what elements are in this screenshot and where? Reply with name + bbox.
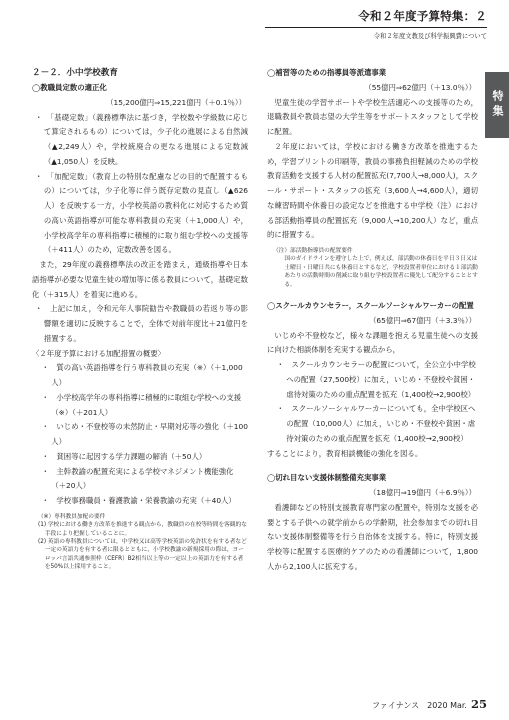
measures-heading: 〈２年度予算における加配措置の概要〉: [32, 348, 166, 358]
list-item: ・ いじめ・不登校等の未然防止・早期対応等の強化（＋100人）: [41, 422, 248, 446]
paragraph: することにより，教育相談機能の強化を図る。: [267, 448, 423, 458]
subsection-heading: ◯教職員定数の適正化: [32, 83, 107, 92]
budget-amount: （15,200億円⇒15,221億円（＋0.1％））: [106, 97, 246, 107]
notes-block: [38, 513, 248, 572]
note-body: 国のガイドラインを遵守した上で，例えば，部活動の休養日を平日３日又は土曜日・日曜日共にも休養日とするなど，学校設置者単位における１部活動あたりの活動時間の削減に取り組む学校設置者に優先して配分することとする。: [284, 256, 478, 288]
bullet-basic-quota: ・ 「基礎定数」（義務標準法に基づき，学校数や学級数に応じて算定されるもの）については，少子化の進展による自然減（▲2,249人）や，学校統廃合の更なる進展による定数減（▲1,050人）を反映。: [34, 112, 248, 166]
section-heading: ◯補習等のための指導員等派遣事業: [267, 68, 387, 77]
bullet-additional-quota: ・ 「加配定数」（教育上の特別な配慮などの目的で配置するもの）については，少子化等に伴う既存定数の見直し（▲626人）を反映する一方，小学校英語の教科化に対応するため質の高い英語指導が可能な専科教員の充実（＋1,000人）や，小学校高学年の専科指導に積極的に取り組む学校への支援等（＋411人）のため，定数改善を図る。: [34, 171, 248, 255]
paragraph-standard-law: また，29年度の義務標準法の改正を踏まえ，通級指導や日本語指導が必要な児童生徒の増加等に係る教員について，基礎定数化（＋315人）を着実に進める。: [32, 260, 248, 299]
list-item: ・ スクールカウンセラーの配置について，全公立小中学校への配置（27,500校）に加え，いじめ・不登校や貧困・虐待対策のための重点配置を拡充（1,400校→2,900校）: [276, 360, 476, 399]
budget-amount: （55億円⇒62億円（＋13.0％））: [364, 82, 476, 92]
header-title: 令和２年度予算特集：２: [358, 9, 487, 23]
note-item: (1) 学校における働き方改革を推進する観点から，教職員の在校等時間を客観的な手段により把握していることに。: [38, 522, 247, 537]
paragraph: いじめや不登校など，様々な課題を抱える児童生徒への支援に向けた相談体制を充実する観点から，: [267, 330, 478, 355]
footer: [372, 697, 487, 711]
list-item: ・ 貧困等に起因する学力課題の解消（＋50人）: [41, 451, 207, 461]
list-item: ・ 小学校高学年の専科指導に積極的に取組む学校への支援（※）（＋201人）: [41, 392, 242, 417]
page-number: 25: [470, 697, 487, 711]
note-title: （※）専科教員加配の要件: [38, 513, 106, 520]
side-tab: 特集: [485, 72, 509, 138]
paragraph: 看護師などの特別支援教育専門家の配置や，特別な支援を必要とする子供への就学前からの学齢期，社会参加までの切れ目ない支援体制整備等を行う自治体を支援する。特に，特別支援学校等に配置する医療的ケアのための看護師について，1,800人から2,100人に拡充する。: [267, 502, 478, 571]
list-item: ・ 学校事務職員・養護教諭・栄養教諭の充実（＋40人）: [41, 496, 236, 505]
section-heading: ◯切れ目ない支援体制整備充実事業: [267, 473, 387, 483]
right-column: [267, 66, 478, 575]
budget-amount: （18億円⇒19億円（＋6.9％））: [369, 488, 476, 498]
header-subtitle: 令和２年度文教及び科学振興費について: [373, 33, 487, 40]
list-item: ・ スクールソーシャルワーカーについても，全中学校区への配置（10,000人）に加え，いじめ・不登校や貧困・虐待対策のための重点配置を拡充（1,400校→2,900校）: [276, 404, 476, 443]
list-item: ・ 主幹教諭の配置充実による学校マネジメント機能強化（＋20人）: [41, 466, 234, 491]
section-heading: ◯スクールカウンセラー，スクールソーシャルワーカーの配置: [267, 301, 474, 311]
budget-amount: （65億円⇒67億円（＋3.3％））: [369, 315, 476, 325]
note-item: (2) 英語の専科教員については，中学校又は高等学校英語の免許状を有する者など一定の英語力を有する者に限るとともに，小学校教諭の新規採用の際は，ヨーロッパ言語共通参照枠（CEFR）B2相当以上等の一定以上の英語力を有する者を50%以上採用すること。: [38, 538, 247, 571]
list-item: ・ 質の高い英語指導を行う専科教員の充実（※）（＋1,000人）: [41, 363, 243, 387]
paragraph: 児童生徒の学習サポートや学校生活適応への支援等のため，退職教員や教員志望の大学生等をサポートスタッフとして学校に配置。: [267, 97, 478, 136]
bullet-overall: ・ 上記に加え，令和元年人事院勧告や教職員の若返り等の影響額を適切に反映することで，全体で対前年度比＋21億円を措置する。: [34, 304, 248, 343]
header-rule: [265, 27, 487, 28]
paragraph: ２年度においては，学校における働き方改革を推進するため，学習プリントの印刷等，教員の事務負担軽減のための学校教育活動を支援する人材の配置拡充(7,700人→8,000人)，スクール・サポート・スタッフの拡充（3,600人→4,600人），適切な練習時間や休養日の設定などを推進する中学校（注）における部活動指導員の配置拡充（9,000人→10,200人）など，重点的に措置する。: [267, 141, 478, 240]
notes-block: [273, 247, 478, 289]
magazine-name: ファイナンス 2020 Mar.: [371, 701, 467, 710]
section-title: ２－２．小中学校教育: [32, 68, 118, 78]
note-title: （注）部活動指導員の配置要件: [273, 248, 353, 254]
left-column: [32, 66, 248, 572]
